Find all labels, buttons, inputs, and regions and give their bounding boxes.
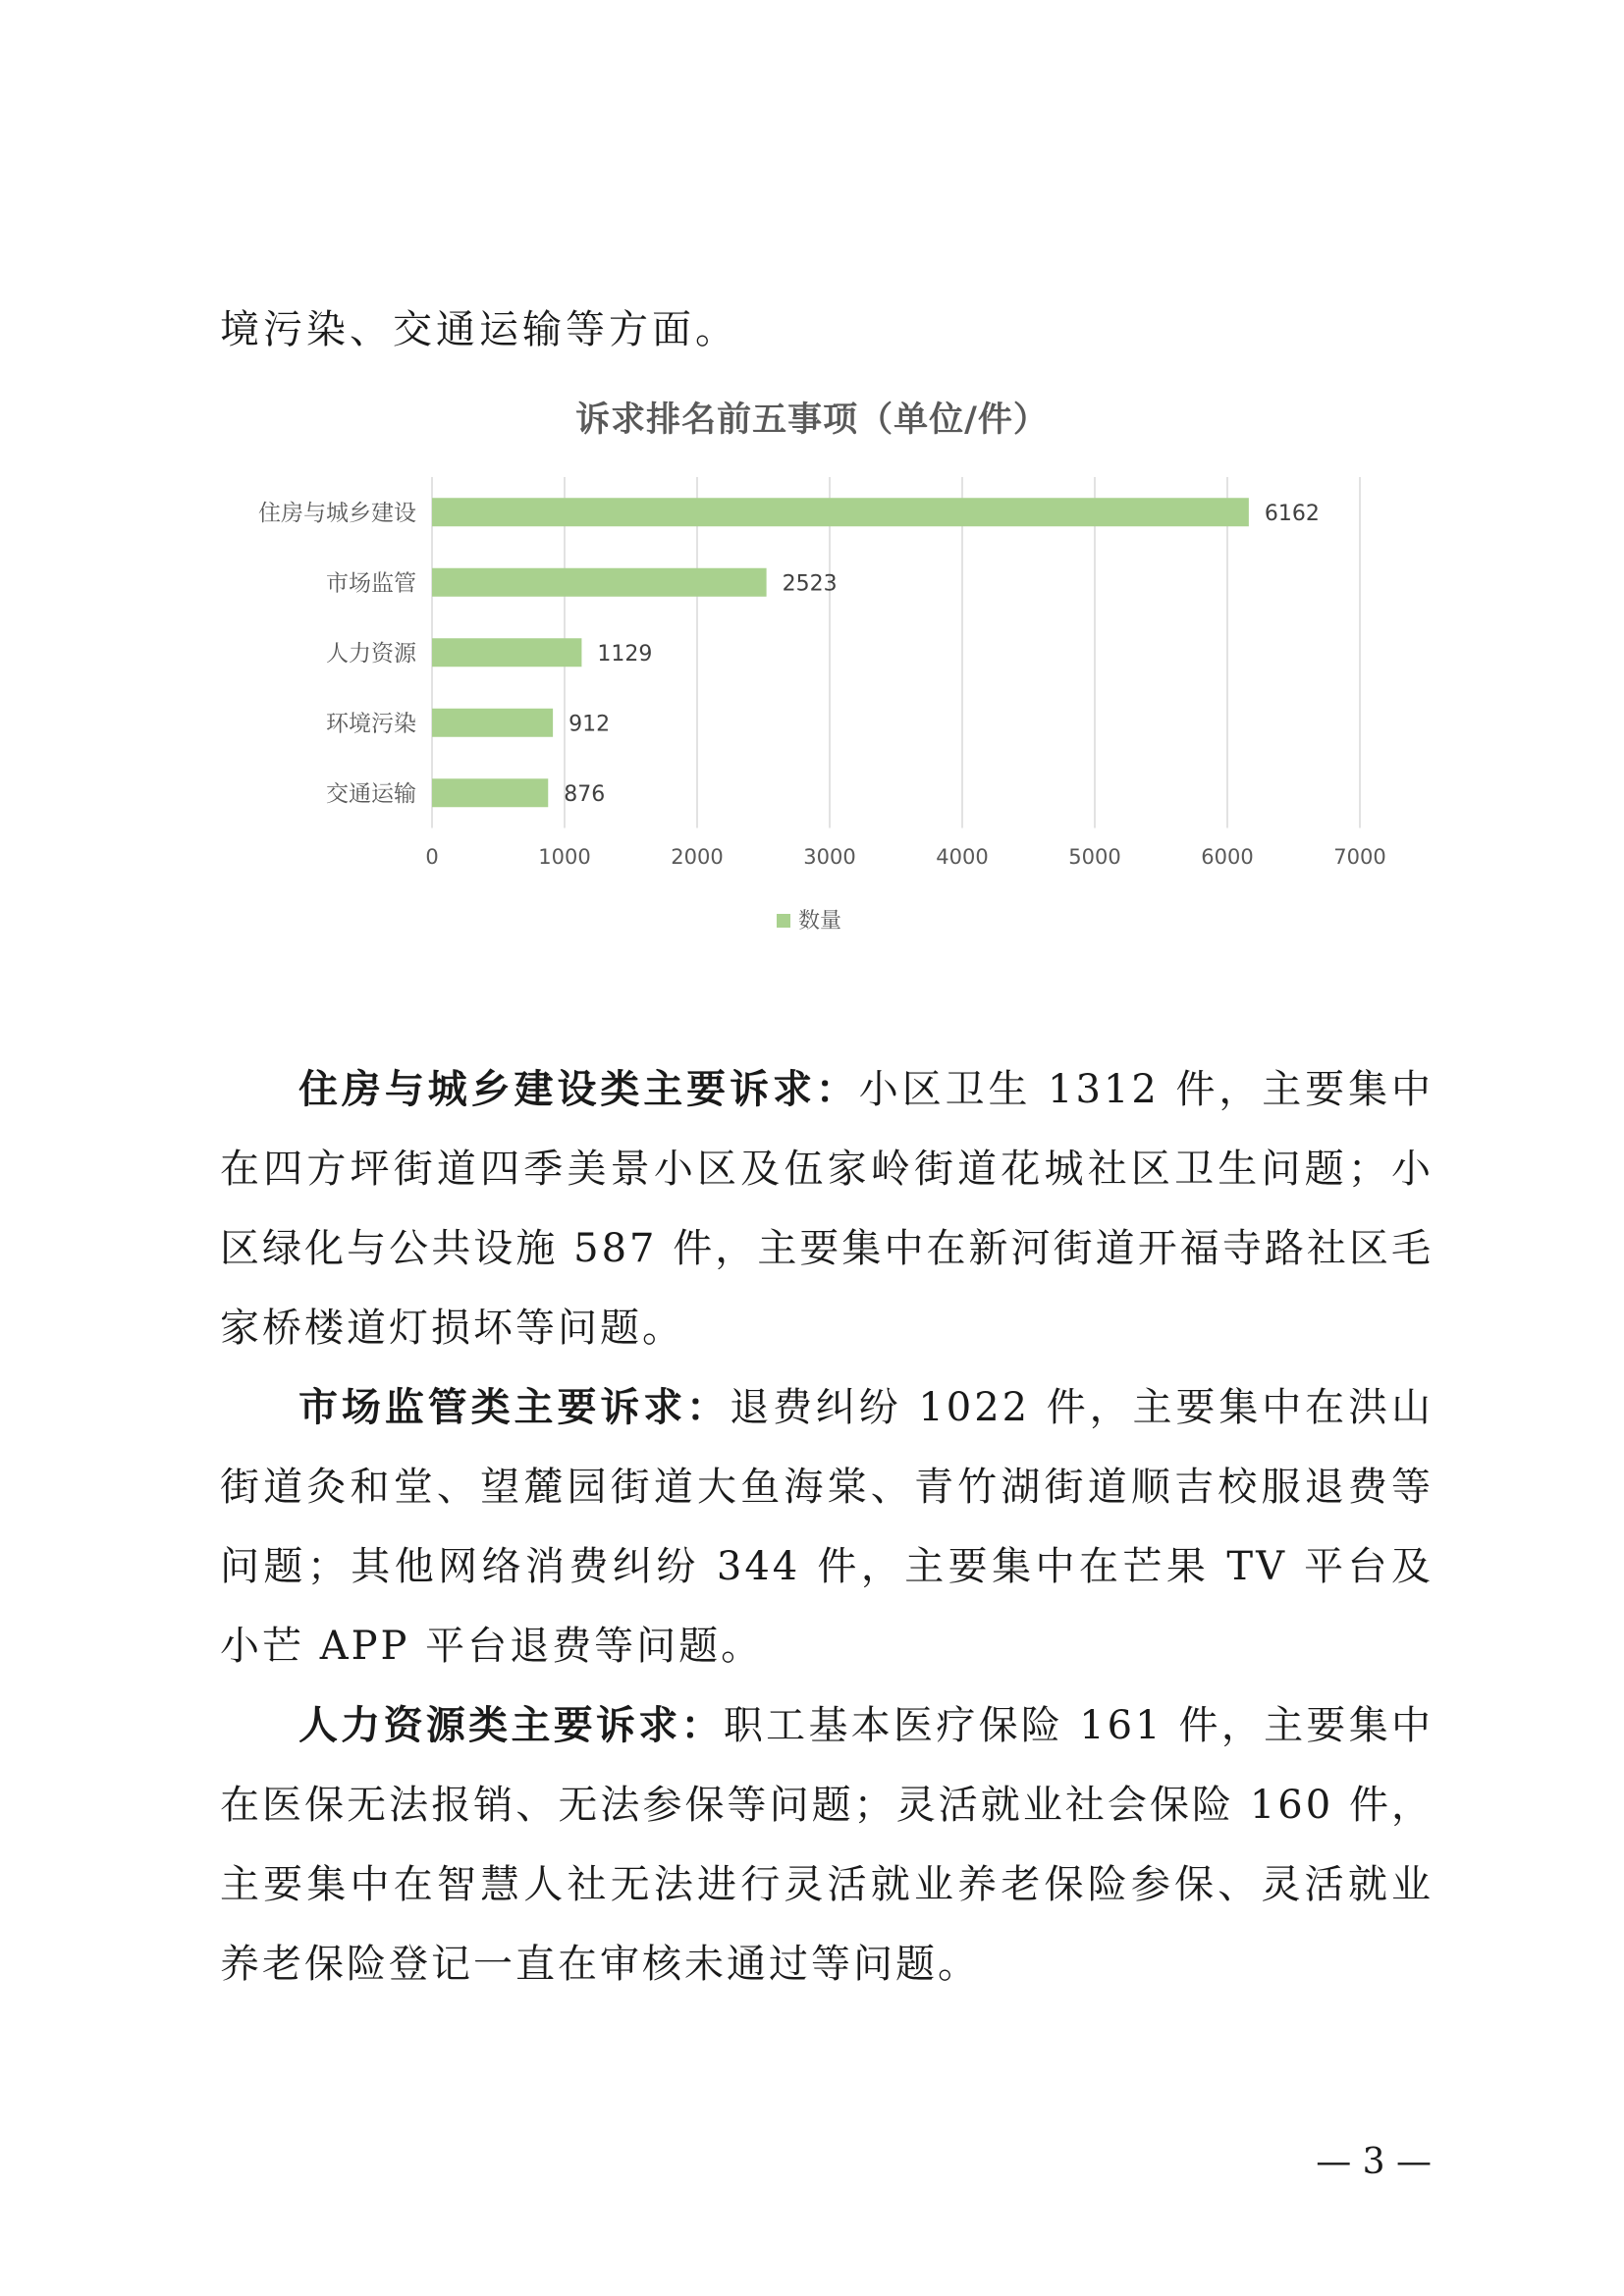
category-label: 市场监管 xyxy=(326,570,416,597)
page-number: — 3 — xyxy=(1316,2142,1432,2182)
legend-label: 数量 xyxy=(798,909,842,934)
paragraph-heading: 住房与城乡建设类主要诉求： xyxy=(298,1067,859,1112)
bar xyxy=(432,638,581,667)
bar-chart xyxy=(0,0,1624,982)
intro-line: 境污染、交通运输等方面。 xyxy=(220,307,738,352)
x-tick-label: 6000 xyxy=(1201,845,1254,869)
x-tick-label: 4000 xyxy=(936,845,989,869)
x-tick-label: 5000 xyxy=(1068,845,1121,869)
data-label: 876 xyxy=(564,781,606,807)
chart-title: 诉求排名前五事项（单位/件） xyxy=(575,400,1049,440)
data-label: 1129 xyxy=(597,641,653,667)
paragraph-market xyxy=(220,1368,1434,1686)
x-tick-label: 3000 xyxy=(803,845,856,869)
body-text xyxy=(220,1050,1434,2004)
bar xyxy=(432,568,767,597)
x-tick-label: 2000 xyxy=(671,845,724,869)
bar xyxy=(432,498,1249,526)
paragraph-heading: 人力资源类主要诉求： xyxy=(298,1703,724,1748)
data-label: 6162 xyxy=(1264,501,1320,526)
x-tick-label: 7000 xyxy=(1333,845,1386,869)
bar xyxy=(432,778,548,807)
category-label: 交通运输 xyxy=(326,780,416,807)
category-label: 住房与城乡建设 xyxy=(258,500,416,526)
paragraph-heading: 市场监管类主要诉求： xyxy=(298,1385,731,1430)
paragraph-text: 退费纠纷 1022 件，主要集中在洪山街道灸和堂、望麓园街道大鱼海棠、青竹湖街道顺吉校服退费等问题；其他网络消费纠纷 344 件，主要集中在芒果 TV 平台及小芒 APP 平台退费等问题。 xyxy=(220,1385,1435,1669)
bar xyxy=(432,709,553,737)
paragraph-text: 小区卫生 1312 件，主要集中在四方坪街道四季美景小区及伍家岭街道花城社区卫生问题；小区绿化与公共设施 587 件，主要集中在新河街道开福寺路社区毛家桥楼道灯损坏等问题。 xyxy=(220,1067,1434,1351)
paragraph-housing xyxy=(220,1050,1434,1368)
paragraph-text: 职工基本医疗保险 161 件，主要集中在医保无法报销、无法参保等问题；灵活就业社会保险 160 件，主要集中在智慧人社无法进行灵活就业养老保险参保、灵活就业养老保险登记一直在审核未通过等问题。 xyxy=(220,1703,1434,1987)
data-label: 2523 xyxy=(782,571,838,597)
category-label: 人力资源 xyxy=(326,640,416,667)
paragraph-hr xyxy=(220,1686,1434,2004)
x-tick-label: 1000 xyxy=(538,845,591,869)
data-label: 912 xyxy=(568,712,611,737)
legend-swatch xyxy=(777,914,790,928)
x-tick-label: 0 xyxy=(425,845,439,869)
category-label: 环境污染 xyxy=(326,711,416,737)
